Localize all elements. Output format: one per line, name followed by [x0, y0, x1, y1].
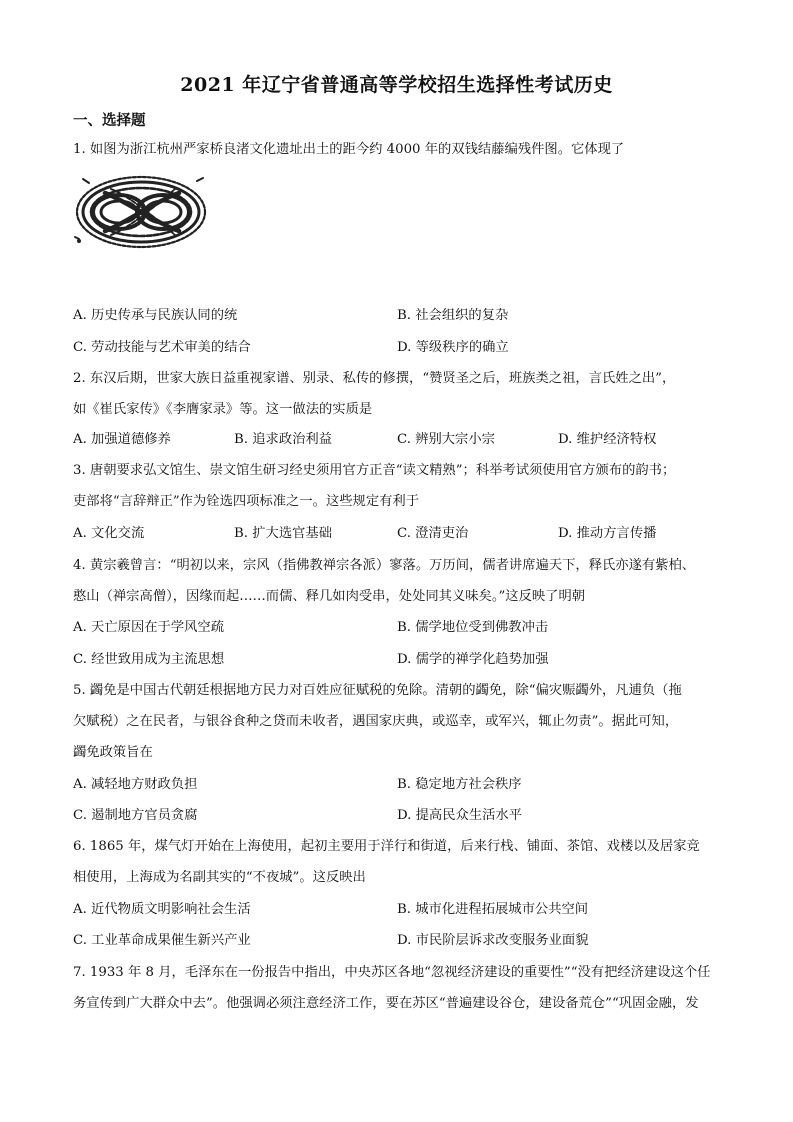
q1-option-c[interactable]: C. 劳动技能与艺术审美的结合: [73, 340, 251, 355]
q7-stem-line: 7. 1933 年 8 月，毛泽东在一份报告中指出，中央苏区各地“忽视经济建设的重要性”“没有把经济建设这个任: [73, 965, 711, 980]
q1-option-b[interactable]: B. 社会组织的复杂: [397, 308, 509, 323]
q5-stem-line: 5. 蠲免是中国古代朝廷根据地方民力对百姓应征赋税的免除。清朝的蠲免，除“偏灾赈蠲外，凡逋负（拖: [73, 683, 682, 698]
q6-option-b[interactable]: B. 城市化进程拓展城市公共空间: [397, 902, 589, 917]
q6-option-d[interactable]: D. 市民阶层诉求改变服务业面貌: [397, 933, 589, 948]
q4-stem-line: 4. 黄宗羲曾言：“明初以来，宗风（指佛教禅宗各派）寥落。万历间，儒者讲席遍天下，释氏亦遂有紫柏、: [73, 558, 696, 573]
q5-stem-line: 欠赋税）之在民者，与银谷食种之贷而未收者，遇国家庆典，或巡幸，或军兴，辄止勿责”。据此可知，: [73, 714, 679, 729]
q3-option-c[interactable]: C. 澄清吏治: [397, 526, 469, 541]
q4-option-b[interactable]: B. 儒学地位受到佛教冲击: [397, 620, 549, 635]
q5-option-d[interactable]: D. 提高民众生活水平: [397, 808, 523, 823]
q6-option-a[interactable]: A. 近代物质文明影响社会生活: [73, 902, 251, 917]
q3-option-b[interactable]: B. 扩大选官基础: [234, 526, 333, 541]
q6-stem-line: 相使用，上海成为名副其实的“不夜城”。这反映出: [73, 870, 366, 885]
q1-option-d[interactable]: D. 等级秩序的确立: [397, 340, 509, 355]
q4-option-c[interactable]: C. 经世致用成为主流思想: [73, 652, 225, 667]
q2-stem-line: 2. 东汉后期，世家大族日益重视家谱、别录、私传的修撰，“赞贤圣之后，班族类之祖，言氏姓之出”，: [73, 371, 676, 386]
q3-option-a[interactable]: A. 文化交流: [73, 526, 145, 541]
q2-option-b[interactable]: B. 追求政治利益: [234, 432, 333, 447]
q3-option-d[interactable]: D. 推动方言传播: [558, 526, 657, 541]
q5-option-c[interactable]: C. 遏制地方官员贪腐: [73, 808, 198, 823]
q6-option-c[interactable]: C. 工业革命成果催生新兴产业: [73, 933, 251, 948]
q5-option-a[interactable]: A. 减轻地方财政负担: [73, 777, 198, 792]
q2-option-d[interactable]: D. 维护经济特权: [558, 432, 657, 447]
q1-option-a[interactable]: A. 历史传承与民族认同的统: [73, 308, 238, 323]
q2-stem-line: 如《崔氏家传》《李膺家录》等。这一做法的实质是: [73, 402, 373, 417]
q7-stem-line: 务宣传到广大群众中去”。他强调必须注意经济工作，要在苏区“普遍建设谷仓，建设备荒仓”“巩固金融，发: [73, 996, 699, 1011]
q4-stem-line: 憨山（禅宗高僧），因缘而起……而儒、释几如肉受串，处处同其义味矣。”这反映了明朝: [73, 589, 586, 604]
q4-option-a[interactable]: A. 天亡原因在于学风空疏: [73, 620, 225, 635]
q2-option-c[interactable]: C. 辨别大宗小宗: [397, 432, 495, 447]
section-heading: 一、选择题: [73, 112, 146, 129]
q5-option-b[interactable]: B. 稳定地方社会秩序: [397, 777, 522, 792]
q4-option-d[interactable]: D. 儒学的禅学化趋势加强: [397, 652, 549, 667]
page-title: 2021 年辽宁省普通高等学校招生选择性考试历史: [180, 74, 613, 96]
knotted-rattan-artifact-icon: [71, 171, 211, 253]
q1-stem: 1. 如图为浙江杭州严家桥良渚文化遗址出土的距今约 4000 年的双钱结藤编残件图。它体现了: [73, 142, 625, 157]
q3-stem-line: 吏部将“言辞辩正”作为铨选四项标准之一。这些规定有利于: [73, 494, 420, 509]
q2-option-a[interactable]: A. 加强道德修养: [73, 432, 171, 447]
q3-stem-line: 3. 唐朝要求弘文馆生、崇文馆生研习经史须用官方正音“读文精熟”；科举考试须使用官方颁布的韵书；: [73, 463, 676, 478]
q6-stem-line: 6. 1865 年，煤气灯开始在上海使用，起初主要用于洋行和街道，后来行栈、铺面、茶馆、戏楼以及居家竞: [73, 839, 700, 854]
q5-stem-line: 蠲免政策旨在: [73, 745, 153, 760]
